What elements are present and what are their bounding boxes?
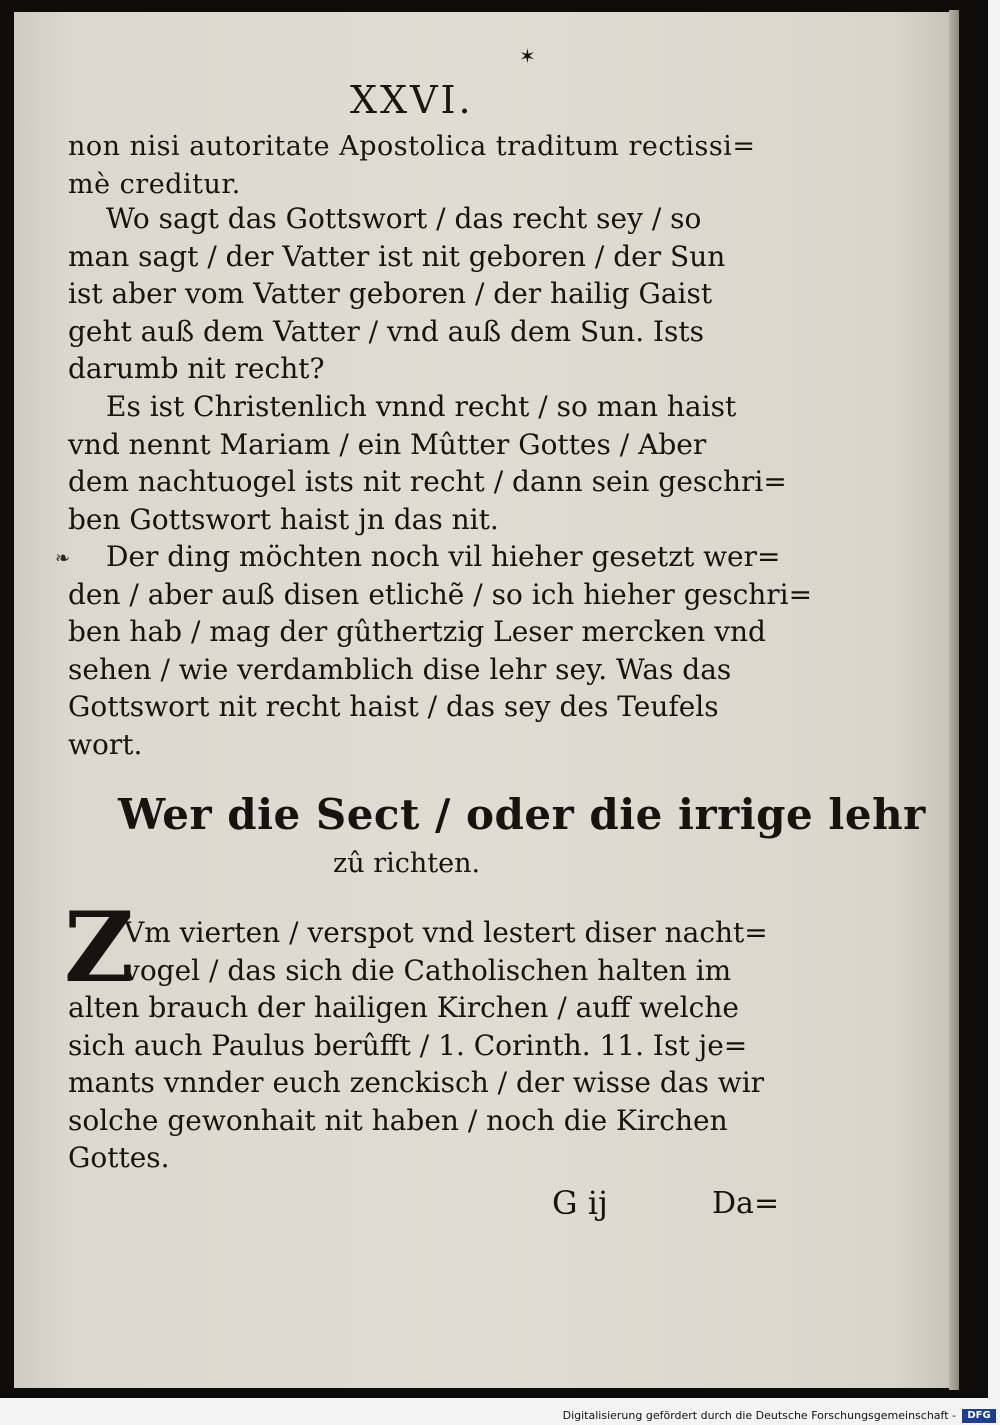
text-line: dem nachtuogel ists nit recht / dann sein geschri= — [68, 465, 787, 498]
text-line: wort. — [68, 727, 143, 761]
text-line: non nisi autoritate Apostolica traditum rectissi= — [68, 131, 756, 162]
text-line: vnd nennt Mariam / ein Mûtter Gottes / Aber — [68, 427, 707, 461]
signature-mark: G ij — [552, 1184, 608, 1222]
section-subheading: zû richten. — [333, 848, 481, 879]
text-line: den / aber auß disen etlichẽ / so ich hieher geschri= — [68, 577, 813, 611]
text-line: geht auß dem Vatter / vnd auß dem Sun. Ists — [68, 314, 705, 348]
page-edge — [949, 10, 959, 1390]
text-line: mè creditur. — [68, 168, 241, 200]
dfg-logo: DFG — [962, 1409, 996, 1423]
latin-passage — [68, 128, 783, 203]
text-line: darumb nit recht? — [68, 352, 325, 385]
top-mark: ✶ — [519, 44, 536, 68]
drop-initial: Z — [64, 891, 135, 1004]
paragraph-4 — [68, 914, 783, 1177]
text-line: Gottes. — [68, 1141, 170, 1174]
section-heading: Wer die Sect / oder die irrige lehr — [118, 790, 926, 839]
text-line: vogel / das sich die Catholischen halten im — [124, 953, 732, 987]
folio-number: XXVI. — [350, 78, 474, 122]
text-line: Vm vierten / verspot vnd lestert diser nacht= — [124, 916, 768, 949]
paragraph-3 — [68, 538, 813, 763]
text-line: Der ding möchten noch vil hieher gesetzt wer= — [106, 540, 781, 573]
text-line: man sagt / der Vatter ist nit geboren / der Sun — [68, 239, 726, 273]
marginal-mark: ❧ — [55, 548, 71, 569]
paragraph-2 — [68, 388, 787, 538]
text-line: Gottswort nit recht haist / das sey des Teufels — [68, 690, 719, 723]
text-line: Es ist Christenlich vnnd recht / so man haist — [106, 390, 737, 423]
text-line: ist aber vom Vatter geboren / der hailig Gaist — [68, 277, 713, 310]
text-line: ben Gottswort haist jn das nit. — [68, 502, 499, 536]
text-line: Wo sagt das Gottswort / das recht sey / so — [106, 202, 702, 235]
text-line: sehen / wie verdamblich dise lehr sey. Was das — [68, 652, 732, 686]
text-line: alten brauch der hailigen Kirchen / auff welche — [68, 991, 739, 1024]
text-line: solche gewonhait nit haben / noch die Kirchen — [68, 1103, 728, 1137]
text-line: sich auch Paulus berûfft / 1. Corinth. 11. Ist je= — [68, 1028, 748, 1062]
catchword: Da= — [712, 1186, 780, 1221]
paragraph-1 — [68, 200, 783, 388]
text-line: ben hab / mag der gûthertzig Leser mercken vnd — [68, 615, 766, 648]
digitization-credit: Digitalisierung gefördert durch die Deutsche Forschungsgemeinschaft - — [562, 1409, 956, 1422]
text-line: mants vnnder euch zenckisch / der wisse das wir — [68, 1066, 765, 1099]
